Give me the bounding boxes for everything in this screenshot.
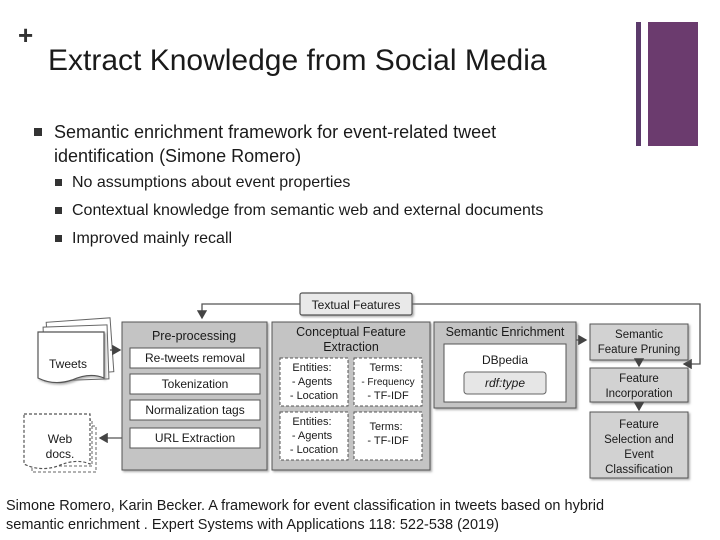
selection-line3: Event <box>624 449 654 461</box>
framework-diagram <box>20 288 710 484</box>
sub-bullet-1: No assumptions about event properties <box>72 174 351 191</box>
entities-b-line1: Entities: <box>292 416 332 428</box>
step-tokenization-label: Tokenization <box>161 377 229 391</box>
plus-mark: + <box>18 20 34 50</box>
terms-a-line1: Terms: <box>369 362 403 374</box>
semantic-enrichment-title: Semantic Enrichment <box>445 325 565 339</box>
bullet-square-icon <box>55 207 62 214</box>
terms-b-line1: Terms: <box>369 421 403 433</box>
accent-bar-thin <box>636 22 641 146</box>
conceptual-title-line1: Conceptual Feature <box>296 325 406 339</box>
textual-features-label: Textual Features <box>311 298 401 312</box>
step-normalization-label: Normalization tags <box>145 403 245 417</box>
bullet-square-icon <box>55 179 62 186</box>
sub-bullet-2: Contextual knowledge from semantic web and external documents <box>72 202 544 219</box>
selection-line4: Classification <box>605 464 673 476</box>
incorporation-line1: Feature <box>619 373 659 385</box>
tweets-label: Tweets <box>48 357 88 371</box>
pruning-line1: Semantic <box>615 329 663 341</box>
bullet-square-icon <box>34 128 42 136</box>
terms-a-line3: - TF-IDF <box>367 390 409 402</box>
entities-b-line2: - Agents <box>291 430 333 442</box>
feedback-line-left <box>202 304 300 318</box>
accent-bar-thick <box>648 22 698 146</box>
terms-b-line2: - TF-IDF <box>367 435 409 447</box>
conceptual-title-line2: Extraction <box>323 340 379 354</box>
selection-line1: Feature <box>619 419 659 431</box>
slide-title: Extract Knowledge from Social Media <box>48 44 547 77</box>
preprocessing-title: Pre-processing <box>151 329 237 343</box>
entities-a-line2: - Agents <box>291 376 333 388</box>
main-bullet-text: Semantic enrichment framework for event-related tweet identification (Simone Romero) <box>54 122 497 166</box>
web-docs-label-line1: Web <box>47 432 73 446</box>
citation-caption <box>6 497 714 535</box>
step-retweets-label: Re-tweets removal <box>144 351 246 365</box>
entities-b-line3: - Location <box>289 444 339 456</box>
citation-line1: Simone Romero, Karin Becker. A framework for event classification in tweets based on hybrid <box>6 498 605 514</box>
sub-bullet-3: Improved mainly recall <box>72 230 233 247</box>
web-docs-label-line2: docs. <box>45 447 75 461</box>
step-url-label: URL Extraction <box>154 431 236 445</box>
dbpedia-label: DBpedia <box>481 353 529 367</box>
rdf-type-label: rdf:type <box>484 376 526 390</box>
entities-a-line3: - Location <box>289 390 339 402</box>
incorporation-line2: Incorporation <box>605 388 673 400</box>
pruning-line2: Feature Pruning <box>597 344 681 356</box>
citation-line2: semantic enrichment . Expert Systems with Applications 118: 522-538 (2019) <box>6 517 499 533</box>
terms-a-line2: - Frequency <box>361 377 415 388</box>
selection-line2: Selection and <box>604 434 674 446</box>
bullet-square-icon <box>55 235 62 242</box>
entities-a-line1: Entities: <box>292 362 332 374</box>
